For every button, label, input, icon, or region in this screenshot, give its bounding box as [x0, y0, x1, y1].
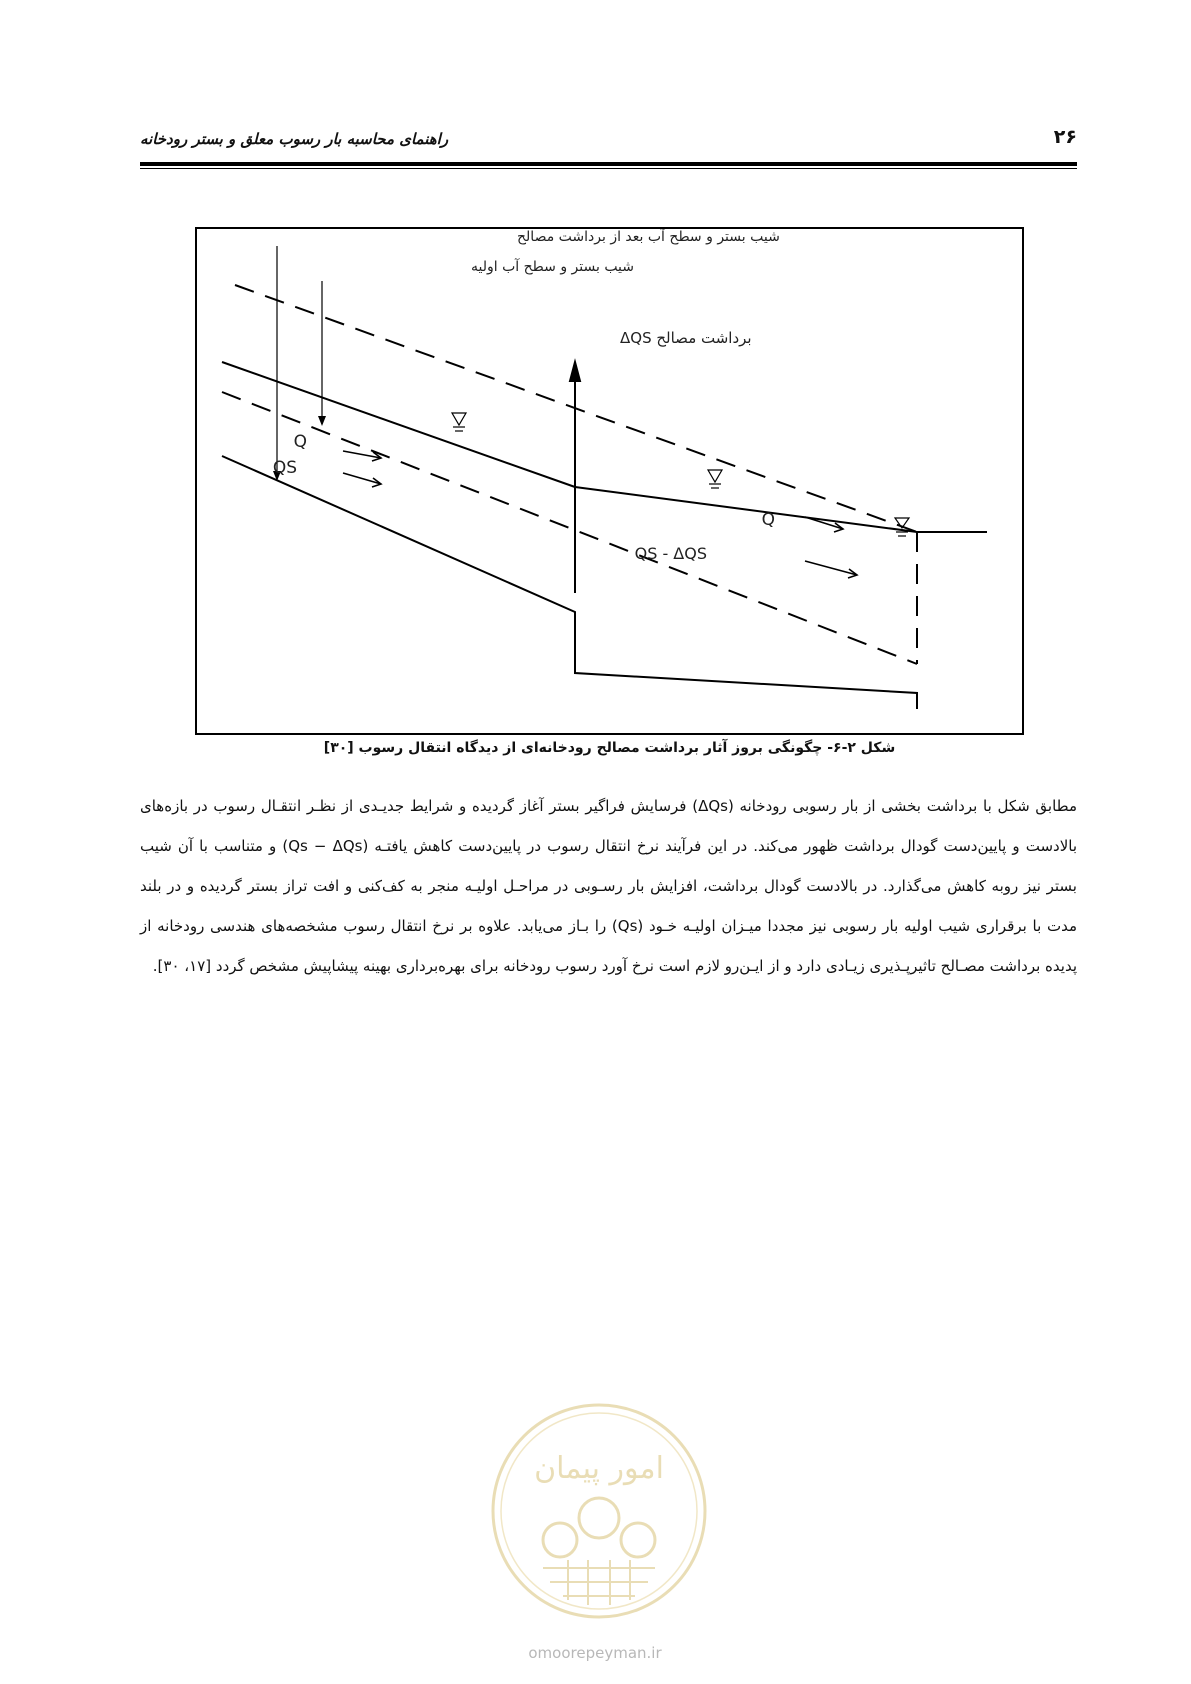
initial-bed-dashed — [222, 392, 917, 664]
water-level-icon — [895, 518, 909, 536]
header-rule-thick — [140, 162, 1077, 166]
water-level-markers — [452, 413, 909, 536]
figure-diagram — [195, 227, 1024, 735]
water-level-icon — [708, 470, 722, 488]
label-initial: شیب بستر و سطح آب اولیه — [471, 259, 635, 275]
label-qs-minus: QS - ΔQS — [634, 544, 707, 563]
figure-caption — [195, 740, 1024, 756]
watermark-url: omoorepeyman.ir — [528, 1644, 662, 1662]
gears-icon — [543, 1498, 655, 1557]
body-paragraph: مطابق شکل با برداشت بخشی از بار رسوبی رودخانه (ΔQs) فرسایش فراگیر بستر آغاز گردیده و شرایط جدیـدی از نظـر انتقـال رسوب در بازه‌های بالادست و پایین‌دست گودال برداشت ظهور می‌کند. در این فرآیند نرخ انتقال رسوب در پایین‌دست کاهش یافتـه (Qs − ΔQs) و متناسب با آن شیب بستر نیز روبه کاهش می‌گذارد. در بالادست گودال برداشت، افزایش بار رسـوبی در مراحـل اولیـه منجر به کف‌کنی و افت تراز بستر گردیده و در بلند مدت با برقراری شیب اولیه بار رسوبی نیز مجددا میـزان اولیـه خـود (Qs) را بـاز می‌یابد. علاوه بر نرخ انتقال رسوب مشخصه‌های هندسی رودخانه از پدیده برداشت مصـالح تاثیرپـذیری زیـادی دارد و از ایـن‌رو لازم است نرخ آورد رسوب رودخانه برای بهره‌برداری بهینه پیشاپیش مشخص گردد [۱۷، ۳۰]. — [140, 797, 1078, 975]
label-after-removal: شیب بستر و سطح آب بعد از برداشت مصالح — [517, 229, 780, 245]
label-q-right: Q — [761, 510, 775, 530]
water-level-icon — [452, 413, 466, 431]
flow-arrow-qs-left — [343, 473, 381, 484]
label-removal: برداشت مصالح ΔQS — [620, 329, 752, 347]
removal-arrow-head — [570, 362, 580, 381]
sediment-diagram — [197, 229, 1022, 733]
logo-script-text: امور پیمان — [534, 1451, 664, 1486]
page-number: ۲۶ — [1053, 126, 1077, 148]
page-header — [140, 118, 1077, 158]
pointer-arrow-2-head — [318, 416, 326, 426]
caption-number: شکل ۲-۶- — [827, 740, 896, 756]
label-qs-left: QS — [272, 458, 297, 478]
body-paragraph-container — [140, 786, 1077, 986]
building-grid-icon — [543, 1560, 655, 1605]
omoorepeyman-logo-watermark — [488, 1400, 710, 1622]
running-title: راهنمای محاسبه بار رسوب معلق و بستر رودخانه — [140, 130, 449, 148]
label-q-left: Q — [293, 432, 307, 452]
water-surface-downstream — [575, 487, 917, 532]
caption-text: چگونگی بروز آثار برداشت مصالح رودخانه‌ای از دیدگاه انتقال رسوب [۳۰] — [323, 740, 828, 756]
header-rule-thin — [140, 168, 1077, 169]
flow-arrow-qsminus — [805, 561, 857, 575]
